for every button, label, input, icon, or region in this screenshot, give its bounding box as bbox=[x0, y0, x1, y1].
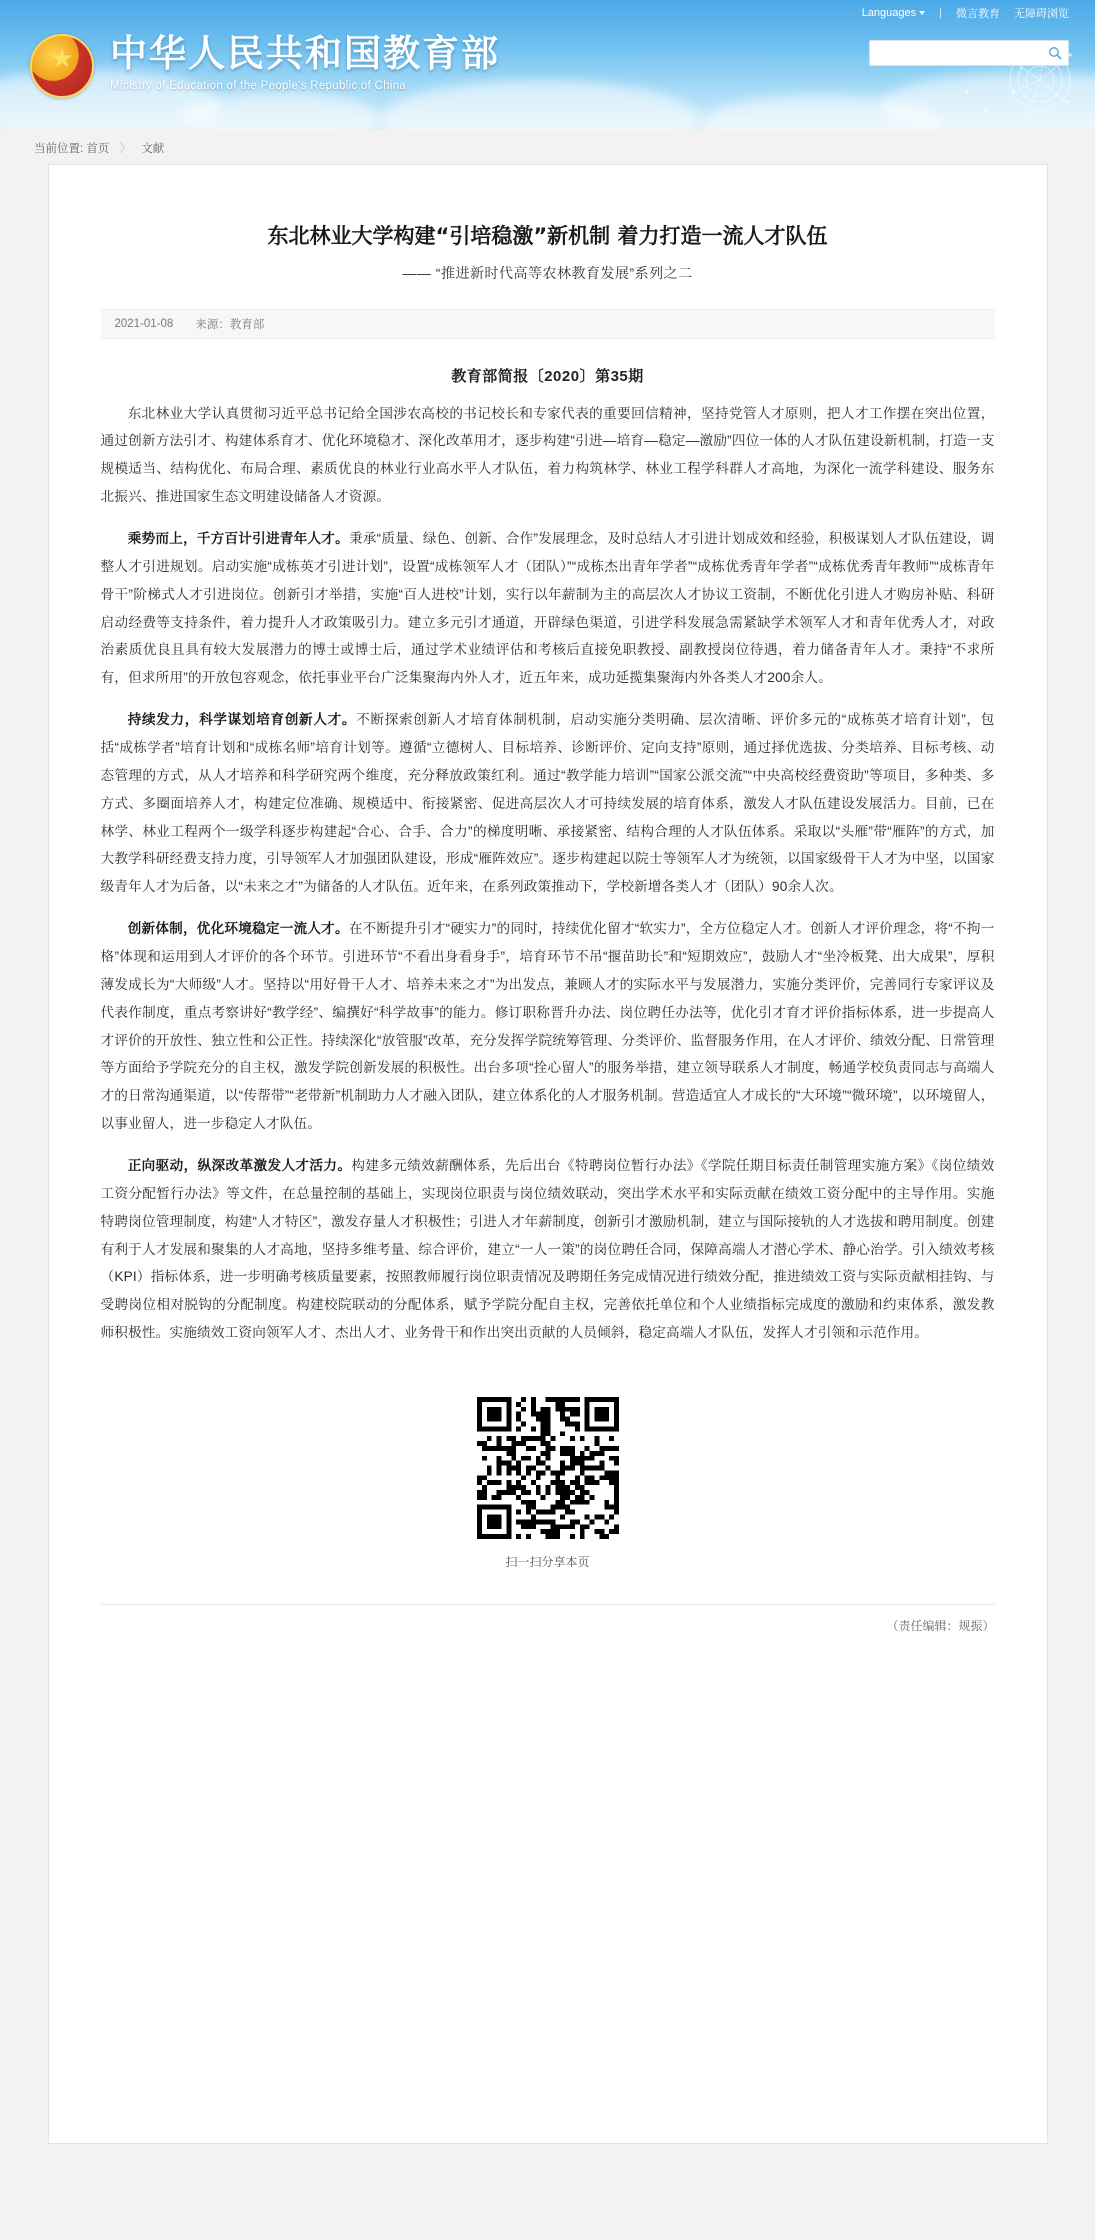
paragraph-lead: 创新体制，优化环境稳定一流人才。 bbox=[127, 921, 349, 937]
paragraph bbox=[101, 706, 995, 901]
weiyan-link[interactable] bbox=[956, 5, 1000, 21]
breadcrumb-separator: 〉 bbox=[119, 143, 132, 155]
article-body bbox=[101, 400, 995, 1348]
paragraph-text: 在不断提升引才“硬实力”的同时，持续优化留才“软实力”，全方位稳定人才。创新人才评价理念，将“不拘一格”体现和运用到人才评价的各个环节。引进环节“不看出身看身手”，培育环节不吊“揠苗助长”和“短期效应”，鼓励人才“坐冷板凳、出大成果”，厚积薄发成长为“大师级”人才。坚持以“用好骨干人才、培养未来之才”为出发点，兼顾人才的实际水平与发展潜力，实施分类评价，完善同行专家评议及代表作制度，重点考察讲好“教学经”、编撰好“科学故事”的能力。修订职称晋升办法、岗位聘任办法等，优化引才育才评价指标体系，进一步提高人才评价的开放性、独立性和公正性。持续深化“放管服”改革，充分发挥学院统筹管理、分类评价、监督服务作用，在人才评价、绩效分配、日常管理等方面给予学院充分的自主权，激发学院创新发展的积极性。出台多项“拴心留人”的服务举措，建立领导联系人才制度，畅通学校负责同志与高端人才的日常沟通渠道，以“传帮带”“老带新”机制助力人才融入团队，建立体系化的人才服务机制。营造适宜人才成长的“大环境”“微环境”，以环境留人，以事业留人，进一步稳定人才队伍。 bbox=[100, 921, 995, 1132]
site-title-en: Ministry of Education of the People's Republic of China bbox=[110, 79, 407, 92]
paragraph bbox=[101, 400, 995, 511]
qr-caption: 扫一扫分享本页 bbox=[505, 1555, 590, 1569]
paragraph-lead: 持续发力，科学谋划培育创新人才。 bbox=[127, 712, 357, 728]
languages-menu[interactable] bbox=[862, 7, 925, 19]
paragraph-text: 东北林业大学认真贯彻习近平总书记给全国涉农高校的书记校长和专家代表的重要回信精神，坚持党管人才原则，把人才工作摆在突出位置，通过创新方法引才、构建体系育才、优化环境稳才、深化改革用才，逐步构建“引进—培育—稳定—激励”四位一体的人才队伍建设新机制，打造一支规模适当、结构优化、布局合理、素质优良的林业行业高水平人才队伍，着力构筑林学、林业工程学科群人才高地，为深化一流学科建设、服务东北振兴、推进国家生态文明建设储备人才资源。 bbox=[100, 405, 995, 505]
editor-credit: （责任编辑：规振） bbox=[101, 1604, 995, 1634]
article-source: 来源：教育部 bbox=[195, 318, 265, 331]
brand-text bbox=[110, 28, 500, 92]
page-subtitle: —— “推进新时代高等农林教育发展”系列之二 bbox=[402, 264, 693, 281]
breadcrumb-item-home[interactable]: 首页 bbox=[86, 143, 110, 155]
search-input[interactable] bbox=[870, 41, 1042, 65]
barrier-free-label: 无障碍浏览 bbox=[1014, 8, 1069, 20]
weiyan-label: 微言教育 bbox=[956, 8, 1000, 20]
breadcrumb-label: 当前位置: bbox=[34, 143, 84, 155]
site-header bbox=[0, 0, 1095, 130]
paragraph-lead: 乘势而上，千方百计引进青年人才。 bbox=[127, 530, 349, 546]
qr-code-image bbox=[473, 1393, 623, 1543]
paragraph bbox=[101, 525, 995, 692]
national-emblem-icon bbox=[30, 34, 94, 98]
publish-date: 2021-01-08 bbox=[114, 317, 174, 330]
paragraph bbox=[101, 915, 995, 1138]
search-icon[interactable] bbox=[1042, 41, 1068, 65]
divider: | bbox=[939, 7, 942, 19]
paragraph bbox=[101, 1152, 995, 1347]
breadcrumb bbox=[0, 130, 1095, 164]
site-title-cn: 中华人民共和国教育部 bbox=[110, 32, 500, 75]
paragraph-lead: 正向驱动，纵深改革激发人才活力。 bbox=[127, 1157, 352, 1173]
utility-nav bbox=[0, 0, 1095, 26]
paragraph-text: 构建多元绩效薪酬体系，先后出台《特聘岗位暂行办法》《学院任期目标责任制管理实施方案》《岗位绩效工资分配暂行办法》等文件，在总量控制的基础上，实现岗位职责与岗位绩效联动，突出学术水平和实际贡献在绩效工资分配中的主导作用。实施特聘岗位管理制度，构建“人才特区”，激发存量人才积极性；引进人才年薪制度，创新引才激励机制，建立与国际接轨的人才选拔和聘用制度。创建有利于人才发展和聚集的人才高地，坚持多维考量、综合评价，建立“一人一策”的岗位聘任合同，保障高端人才潜心学术、静心治学。引入绩效考核（KPI）指标体系，进一步明确考核质量要素，按照教师履行岗位职责情况及聘期任务完成情况进行绩效分配，推进绩效工资与实际贡献相挂钩、与受聘岗位相对脱钩的分配制度。构建校院联动的分配体系，赋予学院分配自主权，完善依托单位和个人业绩指标完成度的激励和约束体系，激发教师积极性。实施绩效工资向领军人才、杰出人才、业务骨干和作出突出贡献的人员倾斜，稳定高端人才队伍，发挥人才引领和示范作用。 bbox=[100, 1157, 995, 1341]
article-card bbox=[48, 164, 1048, 2144]
search-box[interactable] bbox=[869, 40, 1069, 66]
barrier-free-link[interactable] bbox=[1014, 5, 1069, 21]
paragraph-text: 不断探索创新人才培育体制机制，启动实施分类明确、层次清晰、评价多元的“成栋英才培育计划”，包括“成栋学者”培育计划和“成栋名师”培育计划等。遵循“立德树人、目标培养、诊断评价、定向支持”原则，通过择优选拔、分类培养、目标考核、动态管理的方式，从人才培养和科学研究两个维度，充分释放政策红利。通过“教学能力培训”“国家公派交流”“中央高校经费资助”等项目，多种类、多方式、多圈面培养人才，构建定位准确、规模适中、衔接紧密、促进高层次人才可持续发展的培育体系，激发人才队伍建设发展活力。目前，已在林学、林业工程两个一级学科逐步构建起“合心、合手、合力”的梯度明晰、承接紧密、结构合理的人才队伍体系。采取以“头雁”带“雁阵”的方式，加大教学科研经费支持力度，引导领军人才加强团队建设，形成“雁阵效应”。逐步构建起以院士等领军人才为统领，以国家级骨干人才为中坚，以国家级青年人才为后备，以“未来之才”为储备的人才队伍。近年来，在系列政策推动下，学校新增各类人才（团队）90余人次。 bbox=[100, 712, 995, 895]
qr-share-section bbox=[101, 1393, 995, 1570]
issue-number: 教育部简报〔2020〕第35期 bbox=[451, 367, 644, 385]
chevron-down-icon bbox=[919, 11, 925, 15]
breadcrumb-item-current[interactable]: 文献 bbox=[141, 143, 165, 155]
page-title: 东北林业大学构建“引培稳激”新机制 着力打造一流人才队伍 bbox=[267, 224, 828, 248]
article-meta bbox=[101, 309, 995, 339]
paragraph-text: 秉承“质量、绿色、创新、合作”发展理念，及时总结人才引进计划成效和经验，积极谋划人才队伍建设，调整人才引进规划。启动实施“成栋英才引进计划”，设置“成栋领军人才（团队）”“成栋杰出青年学者”“成栋优秀青年学者”“成栋优秀青年教师”“成栋青年骨干”阶梯式人才引进岗位。创新引才举措，实施“百人进校”计划，实行以年薪制为主的高层次人才协议工资制，不断优化引进人才购房补贴、科研启动经费等支持条件，着力提升人才政策吸引力。建立多元引才通道，开辟绿色渠道，引进学科发展急需紧缺学术领军人才和青年优秀人才，对政治素质优良且具有较大发展潜力的博士或博士后，通过学术业绩评估和考核后直接免职教授、副教授岗位待遇，着力储备青年人才。秉持“不求所有，但求所用”的开放包容观念，依托事业平台广泛集聚海内外人才，近五年来，成功延揽集聚海内外各类人才200余人。 bbox=[100, 530, 995, 686]
languages-label: Languages bbox=[861, 7, 917, 19]
